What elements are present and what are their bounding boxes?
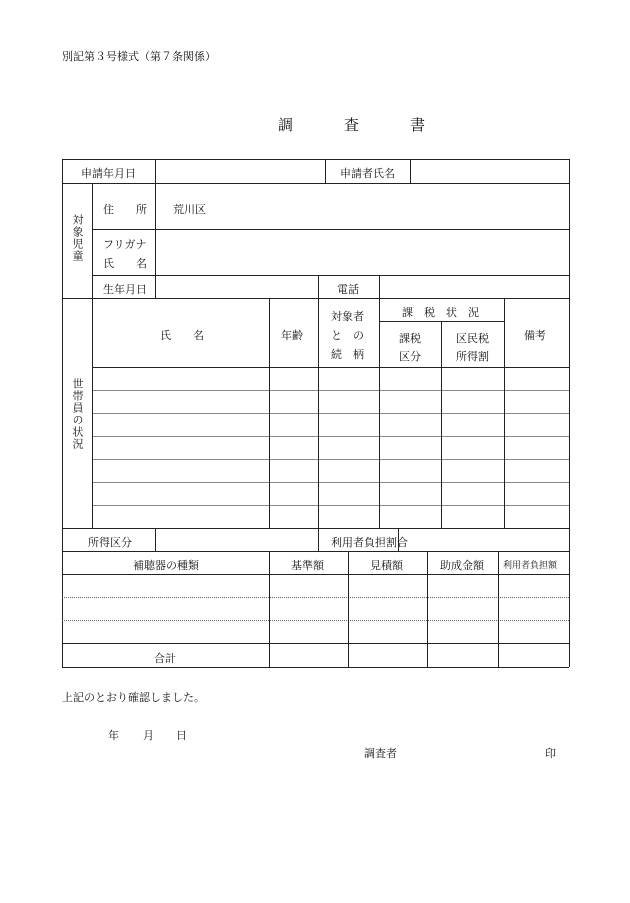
household-section-label: 世帯員の状況 [71, 378, 84, 450]
date-year-label: 年 [108, 729, 119, 742]
hearing-aid-row[interactable] [63, 598, 568, 619]
hearing-aid-row[interactable] [63, 575, 568, 596]
document-title: 調 査 書 [278, 116, 444, 134]
child-name-label: 氏 名 [103, 257, 147, 270]
hearing-aid-row[interactable] [63, 621, 568, 642]
household-col-relation-3: 続 柄 [331, 348, 364, 361]
household-col-relation-2: と の [331, 329, 364, 342]
hearing-aid-total-label: 合計 [154, 652, 176, 665]
household-col-ward-tax-1: 区民税 [456, 332, 489, 345]
seal-label: 印 [545, 747, 556, 760]
household-row[interactable] [93, 460, 568, 481]
form-reference: 別記第３号様式（第７条関係） [62, 50, 216, 63]
household-row[interactable] [93, 483, 568, 504]
household-col-ward-tax-2: 所得割 [456, 350, 489, 363]
household-col-name: 氏 名 [160, 329, 204, 342]
child-section-label: 対象児童 [71, 214, 84, 262]
household-row[interactable] [93, 506, 568, 527]
hearing-aid-col-type: 補聴器の種類 [133, 559, 199, 572]
income-class-value[interactable] [156, 529, 317, 550]
address-value[interactable]: 荒川区 [173, 203, 206, 216]
hearing-aid-col-subsidy: 助成金額 [440, 559, 484, 572]
date-day-label: 日 [176, 729, 187, 742]
hearing-aid-col-estimate: 見積額 [370, 559, 403, 572]
date-month-label: 月 [143, 729, 154, 742]
application-date-value[interactable] [156, 160, 324, 182]
phone-label: 電話 [337, 283, 359, 296]
birth-date-value[interactable] [156, 276, 317, 297]
income-class-label: 所得区分 [88, 536, 132, 549]
household-col-tax-class-2: 区分 [399, 350, 421, 363]
confirmation-text: 上記のとおり確認しました。 [62, 691, 205, 704]
applicant-name-value[interactable] [411, 160, 568, 182]
household-col-remarks: 備考 [524, 329, 546, 342]
user-burden-ratio-value[interactable] [399, 529, 568, 550]
address-label: 住 所 [103, 203, 147, 216]
birth-date-label: 生年月日 [103, 283, 147, 296]
child-name-value[interactable] [156, 230, 568, 274]
furigana-label: フリガナ [103, 238, 147, 251]
household-row[interactable] [93, 414, 568, 435]
application-date-label: 申請年月日 [81, 167, 136, 180]
household-row[interactable] [93, 368, 568, 389]
investigator-label: 調査者 [364, 747, 397, 760]
household-col-age: 年齢 [281, 329, 303, 342]
household-col-tax-class-1: 課税 [399, 332, 421, 345]
household-col-tax-header: 課 税 状 況 [402, 306, 479, 319]
household-row[interactable] [93, 391, 568, 412]
user-burden-ratio-label: 利用者負担割合 [331, 536, 408, 549]
household-row[interactable] [93, 437, 568, 458]
phone-value[interactable] [380, 276, 568, 297]
applicant-name-label: 申請者氏名 [340, 167, 395, 180]
household-col-relation-1: 対象者 [331, 310, 364, 323]
hearing-aid-col-standard: 基準額 [291, 559, 324, 572]
hearing-aid-col-user-burden: 利用者負担額 [503, 561, 558, 571]
